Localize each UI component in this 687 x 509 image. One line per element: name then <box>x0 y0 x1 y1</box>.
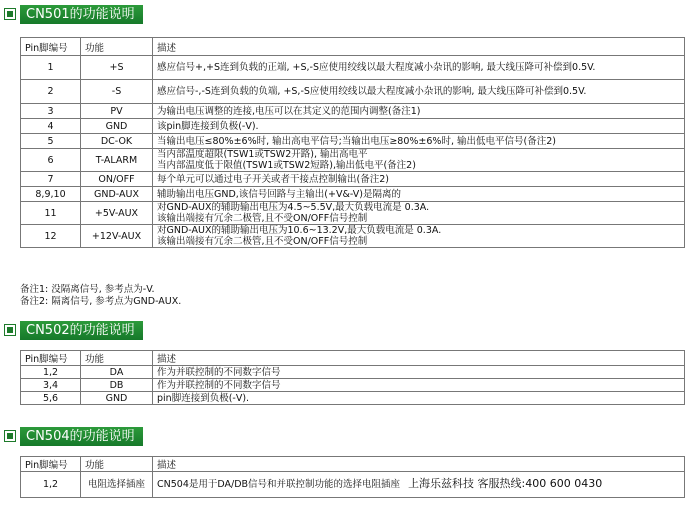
description-line: 每个单元可以通过电子开关或者干接点控制输出(备注2) <box>157 173 389 185</box>
table-row <box>21 172 685 187</box>
description-cell <box>153 149 685 172</box>
function-cell: -S <box>81 80 153 104</box>
description-line: 作为并联控制的不同数字信号 <box>157 379 281 391</box>
pin-cell: 1,2 <box>21 472 81 498</box>
function-cell: GND-AUX <box>81 187 153 202</box>
table-row <box>21 392 685 405</box>
description-header: 描述 <box>153 457 685 472</box>
pin-cell: 5 <box>21 134 81 149</box>
table-row <box>21 202 685 225</box>
function-header: 功能 <box>81 351 153 366</box>
section-marker-icon <box>4 324 16 336</box>
contact-hotline: 上海乐兹科技 客服热线:400 600 0430 <box>408 477 603 490</box>
description-line: 该pin脚连接到负极(-V). <box>157 120 259 132</box>
table-header-row <box>21 457 685 472</box>
pin-cell: 5,6 <box>21 392 81 405</box>
section-header-cn504 <box>4 426 143 446</box>
description-cell <box>153 80 685 104</box>
function-cell: +5V-AUX <box>81 202 153 225</box>
description-cell <box>153 172 685 187</box>
table-header-row <box>21 38 685 56</box>
table-header-row <box>21 351 685 366</box>
description-line: 当内部温度超限(TSW1或TSW2开路), 输出高电平 <box>157 149 368 160</box>
table-row <box>21 379 685 392</box>
description-cell <box>153 56 685 80</box>
pin-cell: 3,4 <box>21 379 81 392</box>
function-cell: ON/OFF <box>81 172 153 187</box>
description-line: 感应信号-,-S连到负载的负端, +S,-S应使用绞线以最大程度减小杂讯的影响, 最大线压降可补偿到0.5V. <box>157 86 587 97</box>
description-line: 感应信号+,+S连到负载的正端, +S,-S应使用绞线以最大程度减小杂讯的影响, 最大线压降可补偿到0.5V. <box>157 62 596 73</box>
table-row <box>21 187 685 202</box>
function-cell: DC-OK <box>81 134 153 149</box>
function-cell: T-ALARM <box>81 149 153 172</box>
pin-cell: 1,2 <box>21 366 81 379</box>
section-header-cn502 <box>4 320 143 340</box>
table-row <box>21 104 685 119</box>
pin-header: Pin脚编号 <box>21 38 81 56</box>
function-cell: 电阻选择插座 <box>81 472 153 498</box>
description-line: 该输出端接有冗余二极管,且不受ON/OFF信号控制 <box>157 236 368 247</box>
table-row <box>21 225 685 248</box>
table-row <box>21 80 685 104</box>
description-line: 辅助输出电压GND,该信号回路与主输出(+V&-V)是隔离的 <box>157 188 401 200</box>
function-cell: +S <box>81 56 153 80</box>
description-cell <box>153 472 685 498</box>
description-line: 该输出端接有冗余二极管,且不受ON/OFF信号控制 <box>157 213 368 224</box>
pin-cell: 6 <box>21 149 81 172</box>
function-cell: PV <box>81 104 153 119</box>
function-cell: DA <box>81 366 153 379</box>
description-cell <box>153 379 685 392</box>
description-line: 为输出电压调整的连接,电压可以在其定义的范围内调整(备注1) <box>157 105 421 117</box>
table-row <box>21 56 685 80</box>
description-cell <box>153 104 685 119</box>
description-cell <box>153 225 685 248</box>
table-row <box>21 134 685 149</box>
description-line: 当输出电压≤80%±6%时, 输出高电平信号;当输出电压≥80%±6%时, 输出低电平信号(备注2) <box>157 135 556 147</box>
pin-cell: 1 <box>21 56 81 80</box>
table-row <box>21 149 685 172</box>
description-cell <box>153 134 685 149</box>
function-cell: GND <box>81 119 153 134</box>
description-cell <box>153 119 685 134</box>
description-cell <box>153 202 685 225</box>
section-title: CN504的功能说明 <box>20 427 143 446</box>
description-header: 描述 <box>153 38 685 56</box>
section-marker-icon <box>4 8 16 20</box>
pin-header: Pin脚编号 <box>21 457 81 472</box>
section-marker-icon <box>4 430 16 442</box>
description-header: 描述 <box>153 351 685 366</box>
section-title: CN501的功能说明 <box>20 5 143 24</box>
pin-cell: 11 <box>21 202 81 225</box>
pin-cell: 8,9,10 <box>21 187 81 202</box>
description-line: CN504是用于DA/DB信号和并联控制功能的选择电阻插座 <box>157 479 401 490</box>
note-2: 备注2: 隔离信号, 参考点为GND-AUX. <box>20 296 182 307</box>
function-header: 功能 <box>81 38 153 56</box>
description-cell <box>153 392 685 405</box>
section-header-cn501 <box>4 4 143 24</box>
function-cell: +12V-AUX <box>81 225 153 248</box>
description-line: pin脚连接到负极(-V). <box>157 392 250 404</box>
pin-header: Pin脚编号 <box>21 351 81 366</box>
description-line: 对GND-AUX的辅助输出电压为4.5~5.5V,最大负载电流是 0.3A. <box>157 202 430 213</box>
pin-cell: 4 <box>21 119 81 134</box>
description-line: 当内部温度低于限值(TSW1或TSW2短路),输出低电平(备注2) <box>157 160 416 171</box>
function-header: 功能 <box>81 457 153 472</box>
description-cell <box>153 187 685 202</box>
note-1: 备注1: 没隔离信号, 参考点为-V. <box>20 284 155 295</box>
pin-cell: 3 <box>21 104 81 119</box>
function-cell: DB <box>81 379 153 392</box>
description-cell <box>153 366 685 379</box>
description-line: 对GND-AUX的辅助输出电压为10.6~13.2V,最大负载电流是 0.3A. <box>157 225 442 236</box>
pin-cell: 12 <box>21 225 81 248</box>
section-title: CN502的功能说明 <box>20 321 143 340</box>
table-row <box>21 366 685 379</box>
description-line: 作为并联控制的不同数字信号 <box>157 366 281 378</box>
cn502-table <box>20 350 685 405</box>
pin-cell: 2 <box>21 80 81 104</box>
table-row <box>21 472 685 498</box>
pin-cell: 7 <box>21 172 81 187</box>
cn504-table <box>20 456 685 498</box>
table-row <box>21 119 685 134</box>
cn501-table <box>20 37 685 248</box>
function-cell: GND <box>81 392 153 405</box>
cn501-notes <box>20 284 181 308</box>
